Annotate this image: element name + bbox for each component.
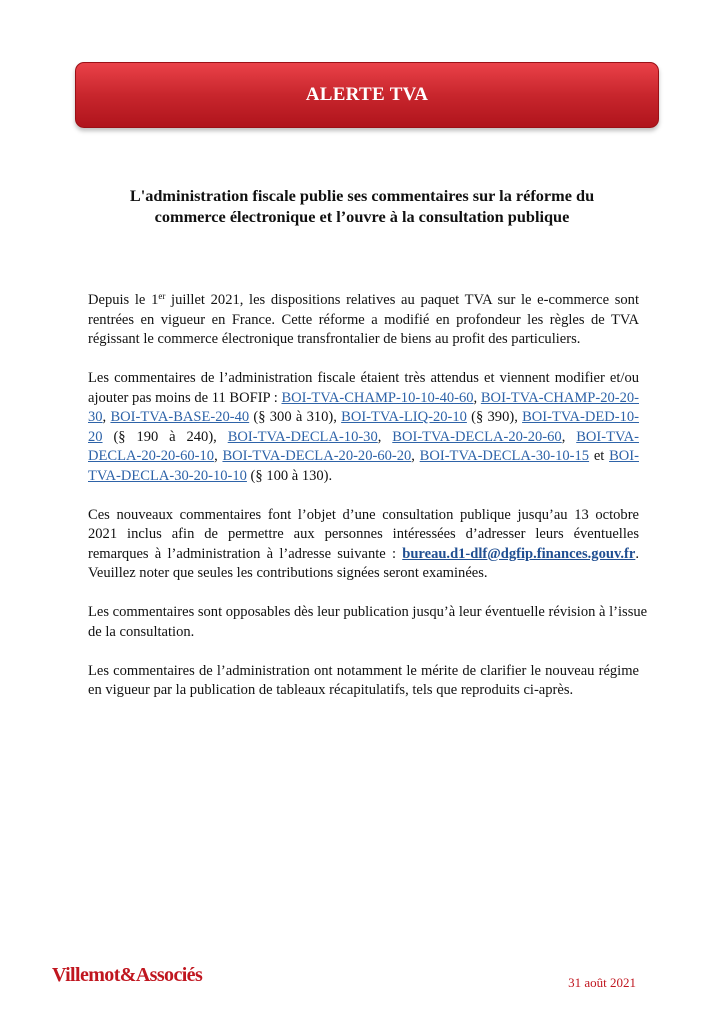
paragraph-intro <box>88 291 639 350</box>
p3-text-a: Ces nouveaux commentaires font l’objet d’une consultation publique jusqu’au 13 octobre 2021 inclus afin de permettre aux personnes intéressées d’adresser leurs éventuelles remarques à l’administration à l’adresse suivante : <box>88 506 639 562</box>
separator: , <box>473 389 481 406</box>
title-line-2: commerce électronique et l’ouvre à la consultation publique <box>154 207 570 226</box>
reference-ded: (§ 190 à 240), <box>102 428 228 445</box>
document-body <box>88 291 648 720</box>
title-line-1: L'administration fiscale publie ses commentaires sur la réforme du <box>129 186 595 205</box>
link-boi-tva-decla-20-20-60-10[interactable]: BOI-TVA-DECLA-20-20-60-10 <box>88 428 639 464</box>
link-boi-tva-base-20-40[interactable]: BOI-TVA-BASE-20-40 <box>110 409 250 425</box>
separator: , <box>411 448 420 464</box>
link-boi-tva-decla-10-30[interactable]: BOI-TVA-DECLA-10-30 <box>227 428 378 445</box>
company-logo: Villemot&Associés <box>52 964 203 986</box>
link-boi-tva-decla-20-20-60[interactable]: BOI-TVA-DECLA-20-20-60 <box>392 428 562 445</box>
reference-liq: (§ 390), <box>466 409 523 425</box>
p1-superscript: er <box>158 291 166 301</box>
p2-intro: Les commentaires de l’administration fiscale étaient très attendus et viennent modifier et/ou ajouter pas moins de 11 BOFIP : <box>88 370 639 406</box>
link-boi-tva-decla-30-20-10-10[interactable]: BOI-TVA-DECLA-30-20-10-10 <box>88 448 639 484</box>
paragraph-opposability <box>88 603 648 642</box>
separator: , <box>102 409 111 425</box>
link-boi-tva-decla-30-10-15[interactable]: BOI-TVA-DECLA-30-10-15 <box>419 448 590 464</box>
reference-end: (§ 100 à 130). <box>246 467 333 484</box>
link-boi-tva-champ-20-20-30[interactable]: BOI-TVA-CHAMP-20-20-30 <box>88 389 639 425</box>
reference-base: (§ 300 à 310), <box>249 409 342 425</box>
p4-line-2: de la consultation. <box>88 623 195 640</box>
p1-text-b: juillet 2021, les dispositions relatives au paquet TVA sur le e-commerce sont rentrées en vigueur en France. Cette réforme a modifié en profondeur les règles de TVA régissant le commerce électronique transfrontalier de biens au profit des particuliers. <box>88 292 639 347</box>
alert-banner <box>75 62 659 128</box>
email-link[interactable]: bureau.d1-dlf@dgfip.finances.gouv.fr <box>402 545 636 562</box>
document-title <box>90 185 634 227</box>
paragraph-conclusion: Les commentaires de l’administration ont notamment le mérite de clarifier le nouveau régime en vigueur par la publication de tableaux récapitulatifs, tels que reproduits ci-après. <box>88 662 639 698</box>
separator: , <box>377 428 393 445</box>
p1-text-a: Depuis le 1 <box>88 292 159 308</box>
separator: , <box>214 448 223 464</box>
link-boi-tva-ded-10-20[interactable]: BOI-TVA-DED-10-20 <box>88 409 639 445</box>
banner-label: ALERTE TVA <box>305 84 429 105</box>
conjunction: et <box>589 448 610 464</box>
link-boi-tva-liq-20-10[interactable]: BOI-TVA-LIQ-20-10 <box>341 409 467 425</box>
separator: , <box>561 428 577 445</box>
link-boi-tva-decla-20-20-60-20[interactable]: BOI-TVA-DECLA-20-20-60-20 <box>222 448 412 464</box>
link-boi-tva-champ-10-10-40-60[interactable]: BOI-TVA-CHAMP-10-10-40-60 <box>281 389 474 406</box>
document-date: 31 août 2021 <box>568 975 636 990</box>
paragraph-bofip-list <box>88 369 639 486</box>
paragraph-consultation <box>88 506 639 584</box>
p3-text-b: . Veuillez noter que seules les contributions signées seront examinées. <box>88 545 639 581</box>
p4-line-1: Les commentaires sont opposables dès leur publication jusqu’à leur éventuelle révision à l’issue <box>88 604 648 620</box>
